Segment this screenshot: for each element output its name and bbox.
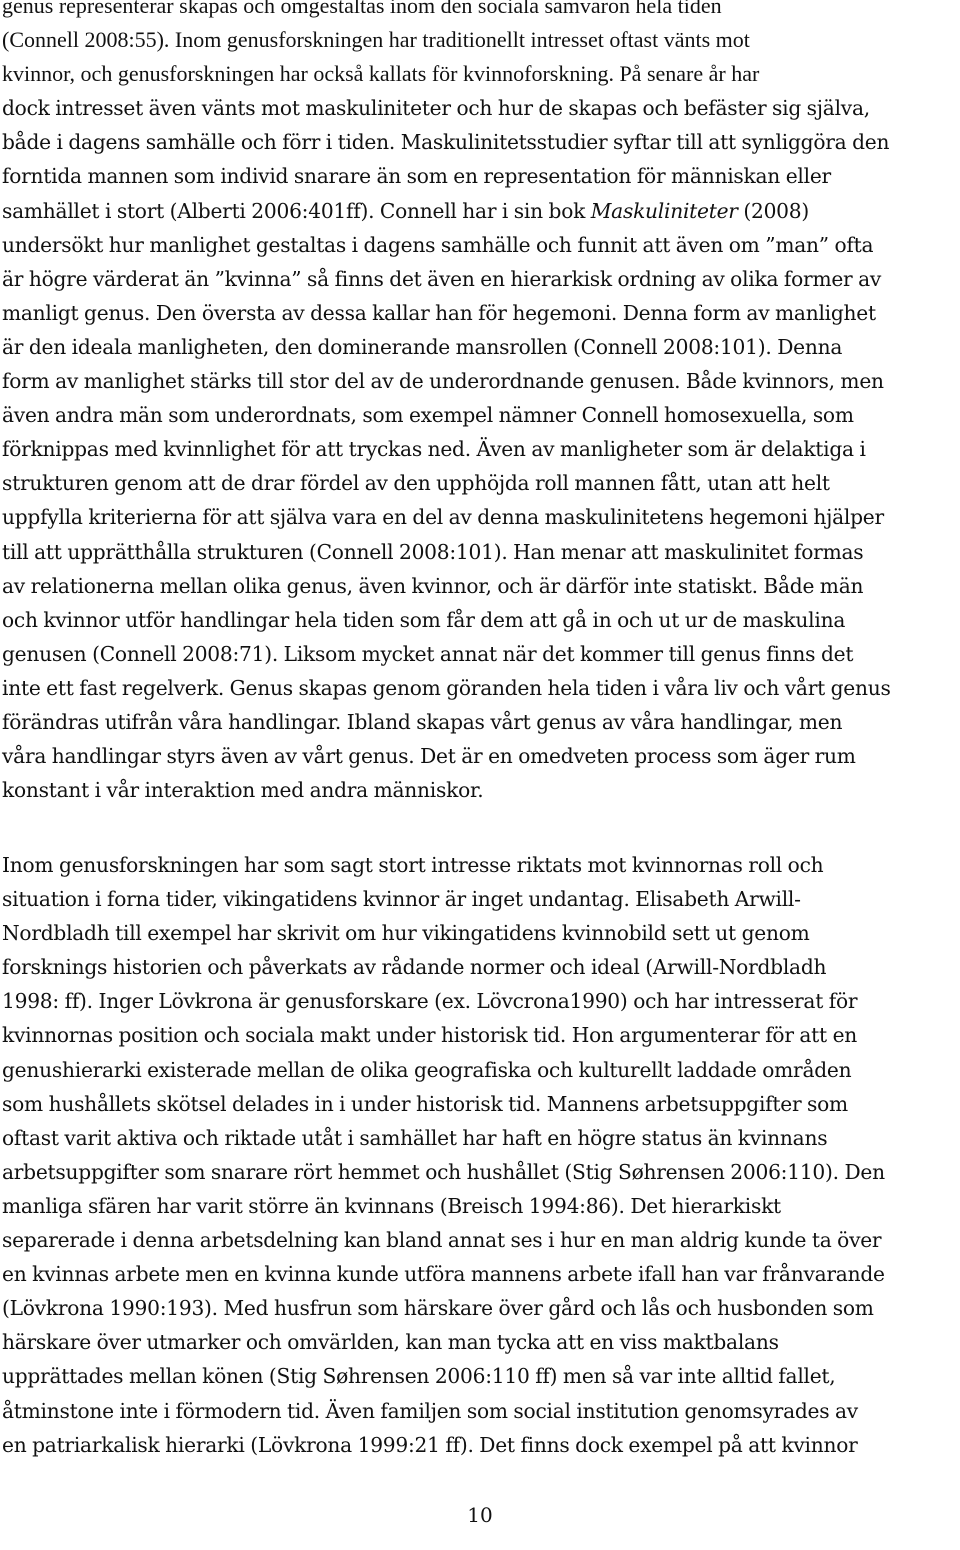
text-line: av relationerna mellan olika genus, även kvinnor, och är därför inte statiskt. Både män [2, 573, 864, 598]
text-line: till att upprätthålla strukturen (Connell 2008:101). Han menar att maskulinitet formas [2, 539, 864, 564]
text-line: situation i forna tider, vikingatidens kvinnor är inget undantag. Elisabeth Arwill- [2, 887, 801, 912]
text-line: Inom genusforskningen har som sagt stort intresse riktats mot kvinnornas roll och [2, 853, 824, 877]
text-line: en kvinnas arbete men en kvinna kunde utföra mannens arbete ifall han var frånvarande [2, 1262, 885, 1287]
text-line: våra handlingar styrs även av vårt genus. Det är en omedveten process som äger rum [2, 744, 856, 769]
text-line: 1998: ff). Inger Lövkrona är genusforskare (ex. Lövcrona1990) och har intresserat för [2, 989, 858, 1014]
book-title-italic: Maskuliniteter [590, 198, 738, 223]
text-run: samhället i stort (Alberti 2006:401ff). Connell har i sin bok [2, 198, 591, 223]
text-line: oftast varit aktiva och riktade utåt i samhället har haft en högre status än kvinnans [2, 1125, 828, 1150]
text-line: åtminstone inte i förmodern tid. Även familjen som social institution genomsyrades av [2, 1398, 858, 1423]
body-paragraph-viking-women [2, 848, 958, 1462]
page-number: 10 [467, 1503, 493, 1527]
text-run: (2008) [737, 198, 809, 223]
text-line: arbetsuppgifter som snarare rört hemmet och hushållet (Stig Søhrensen 2006:110). Den [2, 1159, 885, 1184]
text-line: undersökt hur manlighet gestaltas i dagens samhälle och funnit att även om ”man” ofta [2, 232, 874, 257]
text-line: genusen (Connell 2008:71). Liksom mycket annat när det kommer till genus finns det [2, 641, 854, 666]
text-line: separerade i denna arbetsdelning kan bland annat ses i hur en man aldrig kunde ta över [2, 1228, 882, 1253]
text-line: (Connell 2008:55). Inom genusforskningen har traditionellt intresset oftast vänts mot [2, 27, 750, 53]
text-line: genushierarki existerade mellan de olika geografiska och kulturellt laddade områden [2, 1057, 852, 1082]
text-line: manligt genus. Den översta av dessa kallar han för hegemoni. Denna form av manlighet [2, 300, 876, 325]
text-line [2, 194, 958, 228]
text-line: form av manlighet stärks till stor del av de underordnande genusen. Både kvinnors, men [2, 369, 884, 394]
text-line: även andra män som underordnats, som exempel nämner Connell homosexuella, som [2, 403, 854, 428]
text-line: både i dagens samhälle och förr i tiden. Maskulinitetsstudier syftar till att synliggöra den [2, 130, 890, 155]
text-line: förknippas med kvinnlighet för att tryckas ned. Även av manligheter som är delaktiga i [2, 437, 866, 462]
text-line: forntida mannen som individ snarare än som en representation för människan eller [2, 164, 831, 189]
body-paragraph-masculinity [2, 0, 958, 807]
text-line: är högre värderat än ”kvinna” så finns det även en hierarkisk ordning av olika former av [2, 266, 882, 291]
text-line: Nordbladh till exempel har skrivit om hur vikingatidens kvinnobild sett ut genom [2, 921, 810, 946]
text-line: en patriarkalisk hierarki (Lövkrona 1999:21 ff). Det finns dock exempel på att kvinnor [2, 1432, 858, 1457]
text-line: genus representerar skapas och omgestaltas inom den sociala samvaron hela tiden [2, 0, 722, 18]
text-line: konstant i vår interaktion med andra människor. [2, 778, 484, 803]
text-line: inte ett fast regelverk. Genus skapas genom göranden hela tiden i våra liv och vårt genus [2, 675, 891, 700]
text-line: är den ideala manligheten, den dominerande mansrollen (Connell 2008:101). Denna [2, 334, 843, 359]
text-line: uppfylla kriterierna för att själva vara en del av denna maskulinitetens hegemoni hjälper [2, 505, 884, 530]
text-line: kvinnornas position och sociala makt under historisk tid. Hon argumenterar för att en [2, 1023, 858, 1048]
text-line: strukturen genom att de drar fördel av den upphöjda roll mannen fått, utan att helt [2, 471, 830, 496]
text-line: upprättades mellan könen (Stig Søhrensen 2006:110 ff) men så var inte alltid fallet, [2, 1364, 836, 1389]
text-line: forsknings historien och påverkats av rådande normer och ideal (Arwill-Nordbladh [2, 955, 827, 980]
text-line: kvinnor, och genusforskningen har också kallats för kvinnoforskning. På senare år har [2, 61, 760, 87]
text-line: dock intresset även vänts mot maskuliniteter och hur de skapas och befäster sig själva, [2, 96, 870, 121]
text-line: härskare över utmarker och omvärlden, kan man tycka att en viss maktbalans [2, 1330, 779, 1355]
text-line: förändras utifrån våra handlingar. Ibland skapas vårt genus av våra handlingar, men [2, 709, 843, 734]
text-line: manliga sfären har varit större än kvinnans (Breisch 1994:86). Det hierarkiskt [2, 1193, 781, 1218]
text-line: (Lövkrona 1990:193). Med husfrun som härskare över gård och lås och husbonden som [2, 1296, 874, 1321]
text-line: som hushållets skötsel delades in i under historisk tid. Mannens arbetsuppgifter som [2, 1091, 848, 1116]
text-line: och kvinnor utför handlingar hela tiden som får dem att gå in och ut ur de maskulina [2, 607, 846, 632]
